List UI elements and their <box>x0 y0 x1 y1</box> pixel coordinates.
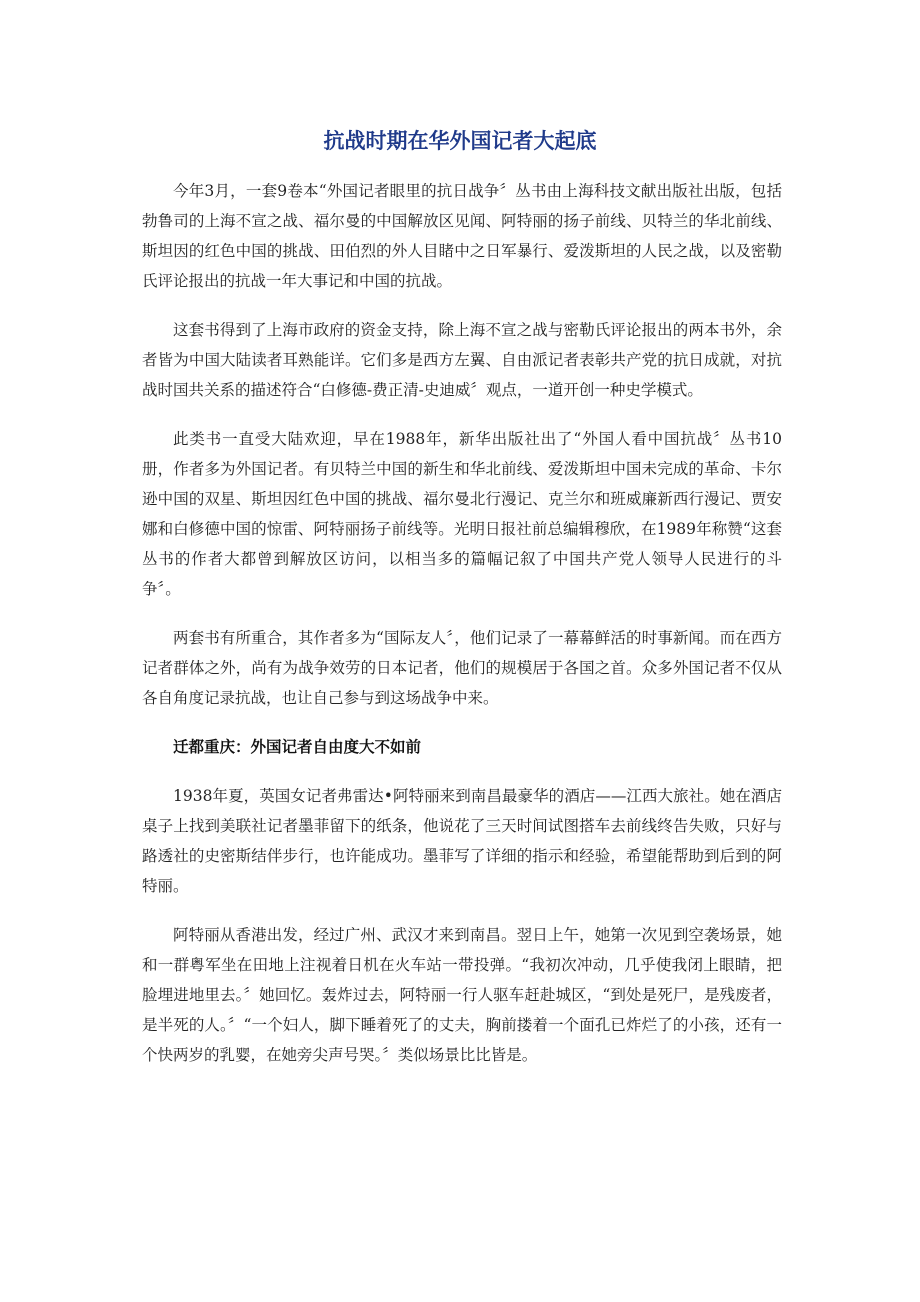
document-title: 抗战时期在华外国记者大起底 <box>323 129 597 153</box>
section-heading: 迁都重庆：外国记者自由度大不如前 <box>173 738 422 756</box>
paragraph: 这套书得到了上海市政府的资金支持，除上海不宣之战与密勒氏评论报出的两本书外，余者皆为中国大陆读者耳熟能详。它们多是西方左翼、自由派记者表彰共产党的抗日成就，对抗战时国共关系的描述符合“白修德-费正清-史迪威〞观点，一道开创一种史学模式。 <box>142 321 782 399</box>
paragraph: 1938年夏，英国女记者弗雷达•阿特丽来到南昌最豪华的酒店——江西大旅社。她在酒店桌子上找到美联社记者墨菲留下的纸条，他说花了三天时间试图搭车去前线终告失败，只好与路透社的史密斯结伴步行，也许能成功。墨菲写了详细的指示和经验，希望能帮助到后到的阿特丽。 <box>142 787 782 895</box>
paragraph: 两套书有所重合，其作者多为“国际友人〞，他们记录了一幕幕鲜活的时事新闻。而在西方记者群体之外，尚有为战争效劳的日本记者，他们的规模居于各国之首。众多外国记者不仅从各自角度记录抗战，也让自己参与到这场战争中来。 <box>142 629 782 707</box>
paragraph: 阿特丽从香港出发，经过广州、武汉才来到南昌。翌日上午，她第一次见到空袭场景，她和一群粤军坐在田地上注视着日机在火车站一带投弹。“我初次冲动，几乎使我闭上眼睛，把脸埋进地里去。〞她回忆。轰炸过去，阿特丽一行人驱车赶赴城区，“到处是死尸，是残废者，是半死的人。〞“一个妇人，脚下睡着死了的丈夫，胸前搂着一个面孔已炸烂了的小孩，还有一个快两岁的乳婴，在她旁尖声号哭。〞类似场景比比皆是。 <box>142 926 782 1064</box>
article-body <box>142 176 782 1089</box>
paragraph: 此类书一直受大陆欢迎，早在1988年，新华出版社出了“外国人看中国抗战〞丛书10册，作者多为外国记者。有贝特兰中国的新生和华北前线、爱泼斯坦中国未完成的革命、卡尔逊中国的双星、斯坦因红色中国的挑战、福尔曼北行漫记、克兰尔和班威廉新西行漫记、贾安娜和白修德中国的惊雷、阿特丽扬子前线等。光明日报社前总编辑穆欣，在1989年称赞“这套丛书的作者大都曾到解放区访问，以相当多的篇幅记叙了中国共产党人领导人民进行的斗争〞。 <box>142 430 782 598</box>
paragraph: 今年3月，一套9卷本“外国记者眼里的抗日战争〞丛书由上海科技文献出版社出版，包括勃鲁司的上海不宣之战、福尔曼的中国解放区见闻、阿特丽的扬子前线、贝特兰的华北前线、斯坦因的红色中国的挑战、田伯烈的外人目睹中之日军暴行、爱泼斯坦的人民之战，以及密勒氏评论报出的抗战一年大事记和中国的抗战。 <box>142 182 782 290</box>
